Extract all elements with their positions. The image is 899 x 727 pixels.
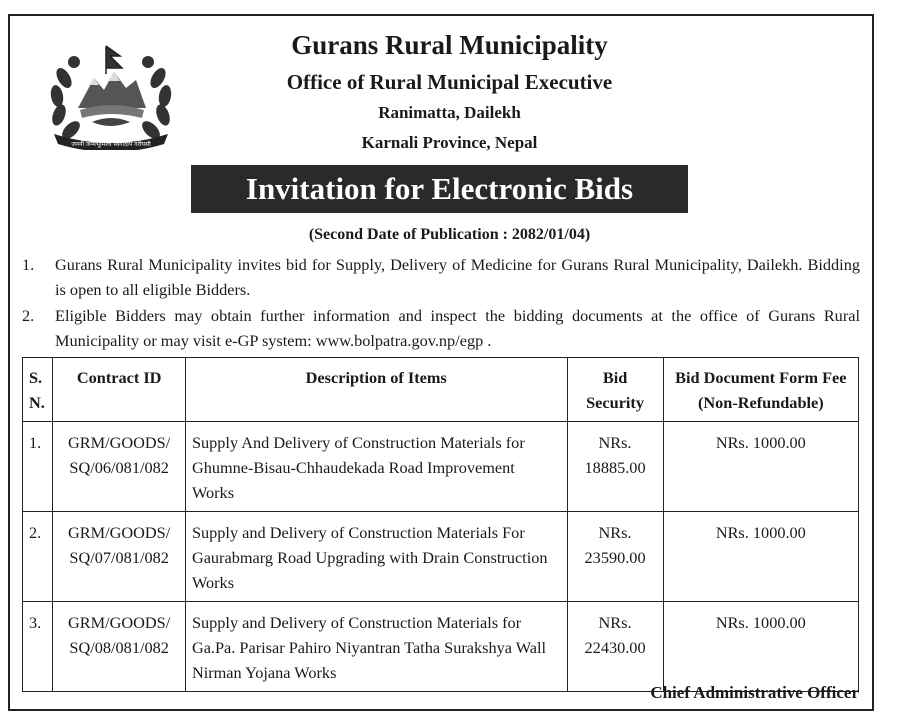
- row-sn: 2.: [23, 512, 53, 602]
- row-document-fee: NRs. 1000.00: [663, 512, 858, 602]
- paragraph-number: 1.: [22, 255, 35, 274]
- table-row: [23, 512, 859, 602]
- paragraph-1: [22, 252, 860, 302]
- paragraph-number: 2.: [22, 306, 35, 325]
- header-contract-id: Contract ID: [53, 358, 186, 422]
- row-description: Supply and Delivery of Construction Materials For Gaurabmarg Road Upgrading with Drain Construction Works: [185, 512, 567, 602]
- row-bid-security: NRs. 23590.00: [567, 512, 663, 602]
- emblem-motto: जननी जन्मभूमिश्च स्वर्गादपि गरीयसी: [71, 141, 151, 148]
- row-document-fee: NRs. 1000.00: [663, 602, 858, 692]
- table-row: [23, 602, 859, 692]
- header-document-fee: Bid Document Form Fee (Non-Refundable): [663, 358, 858, 422]
- publication-date: (Second Date of Publication : 2082/01/04): [308, 226, 591, 243]
- row-sn: 3.: [23, 602, 53, 692]
- signoff-title: Chief Administrative Officer: [650, 683, 859, 702]
- paragraph-2: [22, 303, 860, 353]
- row-contract-id: GRM/GOODS/ SQ/07/081/082: [53, 512, 186, 602]
- office-province: Karnali Province, Nepal: [361, 133, 538, 152]
- table-row: [23, 422, 859, 512]
- paragraph-text: Gurans Rural Municipality invites bid for Supply, Delivery of Medicine for Gurans Rural Municipality, Dailekh. Bidding is open to all eligible Bidders.: [55, 255, 860, 299]
- row-description: Supply And Delivery of Construction Materials for Ghumne-Bisau-Chhaudekada Road Improvement Works: [185, 422, 567, 512]
- bids-table: [22, 357, 859, 692]
- row-description: Supply and Delivery of Construction Materials for Ga.Pa. Parisar Pahiro Niyantran Tatha Surakshya Wall Nirman Yojana Works: [185, 602, 567, 692]
- office-address: Ranimatta, Dailekh: [378, 103, 521, 122]
- row-sn: 1.: [23, 422, 53, 512]
- header-description: Description of Items: [185, 358, 567, 422]
- notice-title-banner: Invitation for Electronic Bids: [191, 165, 688, 213]
- header-sn: S. N.: [23, 358, 53, 422]
- row-contract-id: GRM/GOODS/ SQ/06/081/082: [53, 422, 186, 512]
- paragraph-text: Eligible Bidders may obtain further information and inspect the bidding documents at the office of Gurans Rural Municipality or may visit e-GP system: www.bolpatra.gov.np/egp .: [55, 306, 860, 350]
- row-bid-security: NRs. 18885.00: [567, 422, 663, 512]
- office-name: Office of Rural Municipal Executive: [286, 70, 613, 94]
- row-document-fee: NRs. 1000.00: [663, 422, 858, 512]
- table-header-row: [23, 358, 859, 422]
- row-bid-security: NRs. 22430.00: [567, 602, 663, 692]
- org-name: Gurans Rural Municipality: [291, 30, 608, 60]
- header-bid-security: Bid Security: [567, 358, 663, 422]
- row-contract-id: GRM/GOODS/ SQ/08/081/082: [53, 602, 186, 692]
